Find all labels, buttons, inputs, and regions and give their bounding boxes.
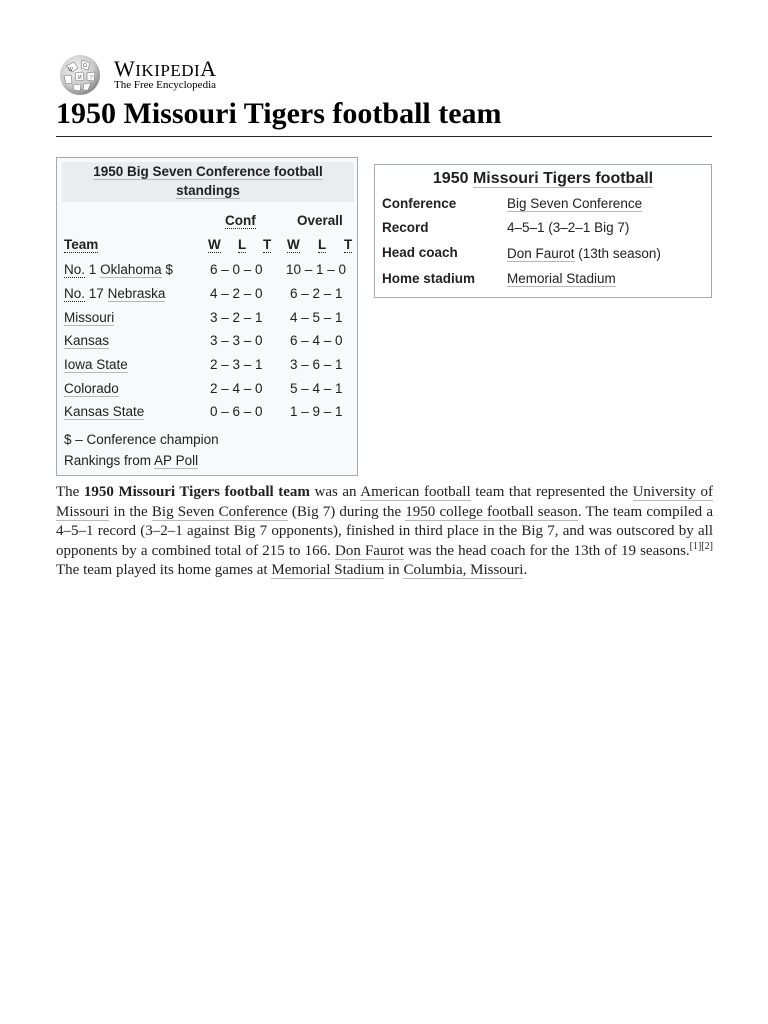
overall-w-header: W xyxy=(287,237,300,252)
conf-t-header: T xyxy=(263,237,272,252)
conf-record: 3 – 2 – 1 xyxy=(210,310,263,325)
home-stadium-link[interactable]: Memorial Stadium xyxy=(507,271,616,286)
article-subject: 1950 Missouri Tigers football team xyxy=(83,484,310,500)
intro-paragraph: The 1950 Missouri Tigers football team was an American football team that represented the University of Missouri in the Big Seven Conference (Big 7) during the 1950 college football season. The team compiled a 4–5–1 record (3–2–1 against Big 7 opponents), finished in third place in the Big 7, and was outscored by all opponents by a combined total of 215 to 166. Don Faurot was the head coach for the 13th of 19 seasons.[1][2] The team played its home games at Memorial Stadium in Columbia, Missouri. xyxy=(56,484,714,578)
conf-record: 6 – 0 – 0 xyxy=(210,262,263,277)
conference-label: Conference xyxy=(382,196,457,211)
champion-note: $ – Conference champion xyxy=(64,432,219,447)
university-link[interactable]: University of Missouri xyxy=(56,484,713,520)
infobox xyxy=(374,164,712,298)
standings-title xyxy=(62,162,354,202)
wikipedia-globe-logo[interactable] xyxy=(56,54,104,96)
missouri-tigers-football-link[interactable]: Missouri Tigers football xyxy=(472,170,654,187)
overall-record: 6 – 2 – 1 xyxy=(290,286,343,301)
rank-label: No. xyxy=(64,262,86,277)
home-stadium-label: Home stadium xyxy=(382,271,476,286)
standings-title-link[interactable]: 1950 Big Seven Conference football standings xyxy=(93,164,323,198)
reference-1[interactable]: [1] xyxy=(689,540,702,552)
conf-l-header: L xyxy=(238,237,247,252)
city-link[interactable]: Columbia, Missouri xyxy=(403,562,524,578)
head-coach-label: Head coach xyxy=(382,245,458,260)
standings-row xyxy=(64,404,354,424)
standings-box xyxy=(56,157,358,476)
overall-record: 5 – 4 – 1 xyxy=(290,381,343,396)
conference-link[interactable]: Big Seven Conference xyxy=(507,196,643,211)
site-header xyxy=(56,54,356,96)
standings-row xyxy=(64,381,354,401)
overall-l-header: L xyxy=(318,237,327,252)
conf-w-header: W xyxy=(208,237,221,252)
standings-row xyxy=(64,357,354,377)
team-column-header: Team xyxy=(64,237,99,252)
overall-record: 6 – 4 – 0 xyxy=(290,333,343,348)
conf-record: 4 – 2 – 0 xyxy=(210,286,263,301)
infobox-title: 1950 Missouri Tigers football xyxy=(432,170,654,187)
conf-record: 0 – 6 – 0 xyxy=(210,404,263,419)
standings-row xyxy=(64,333,354,353)
american-football-link[interactable]: American football xyxy=(360,484,471,500)
overall-header: Overall xyxy=(297,213,343,228)
team-link-iowa-state[interactable]: Iowa State xyxy=(64,357,128,372)
svg-text:ア: ア xyxy=(89,75,95,81)
page-title: 1950 Missouri Tigers football team xyxy=(56,96,712,137)
team-link-kansas[interactable]: Kansas xyxy=(64,333,110,348)
head-coach-season: (13th season) xyxy=(574,246,661,261)
conf-header[interactable]: Conf xyxy=(225,213,256,228)
conf-record: 2 – 4 – 0 xyxy=(210,381,263,396)
overall-t-header: T xyxy=(344,237,353,252)
overall-record: 1 – 9 – 1 xyxy=(290,404,343,419)
conf-record: 2 – 3 – 1 xyxy=(210,357,263,372)
svg-text:И: И xyxy=(78,75,82,81)
head-coach-link[interactable]: Don Faurot xyxy=(507,246,575,261)
coach-link-body[interactable]: Don Faurot xyxy=(335,542,405,559)
team-link-oklahoma[interactable]: Oklahoma xyxy=(100,262,162,277)
reference-2[interactable]: [2] xyxy=(701,540,714,552)
overall-record: 10 – 1 – 0 xyxy=(286,262,347,277)
rank-label: No. xyxy=(64,286,86,301)
tagline: The Free Encyclopedia xyxy=(114,79,217,91)
standings-row: No. 17 Nebraska 4 – 2 – 0 6 – 2 – 1 xyxy=(64,286,343,301)
standings-row xyxy=(64,310,354,330)
team-link-missouri[interactable]: Missouri xyxy=(64,310,115,325)
stadium-link-body[interactable]: Memorial Stadium xyxy=(271,562,385,578)
conference-link-body[interactable]: Big Seven Conference xyxy=(151,503,288,520)
team-link-colorado[interactable]: Colorado xyxy=(64,381,119,396)
season-link[interactable]: 1950 college football season xyxy=(405,503,578,520)
team-link-kansas-state[interactable]: Kansas State xyxy=(64,404,145,419)
overall-record: 3 – 6 – 1 xyxy=(290,357,343,372)
svg-text:Ω: Ω xyxy=(83,63,87,69)
ap-poll-link[interactable]: AP Poll xyxy=(154,453,199,468)
rankings-note: Rankings from AP Poll xyxy=(64,453,199,468)
team-link-nebraska[interactable]: Nebraska xyxy=(107,286,166,301)
record-label: Record xyxy=(382,220,429,235)
overall-record: 4 – 5 – 1 xyxy=(290,310,343,325)
conf-record: 3 – 3 – 0 xyxy=(210,333,263,348)
record-value: 4–5–1 (3–2–1 Big 7) xyxy=(507,220,630,235)
standings-row: No. 1 Oklahoma $ 6 – 0 – 0 10 – 1 – 0 xyxy=(64,262,347,277)
wikipedia-wordmark[interactable]: WIKIPEDIA xyxy=(114,56,217,81)
svg-text:W: W xyxy=(68,67,73,73)
